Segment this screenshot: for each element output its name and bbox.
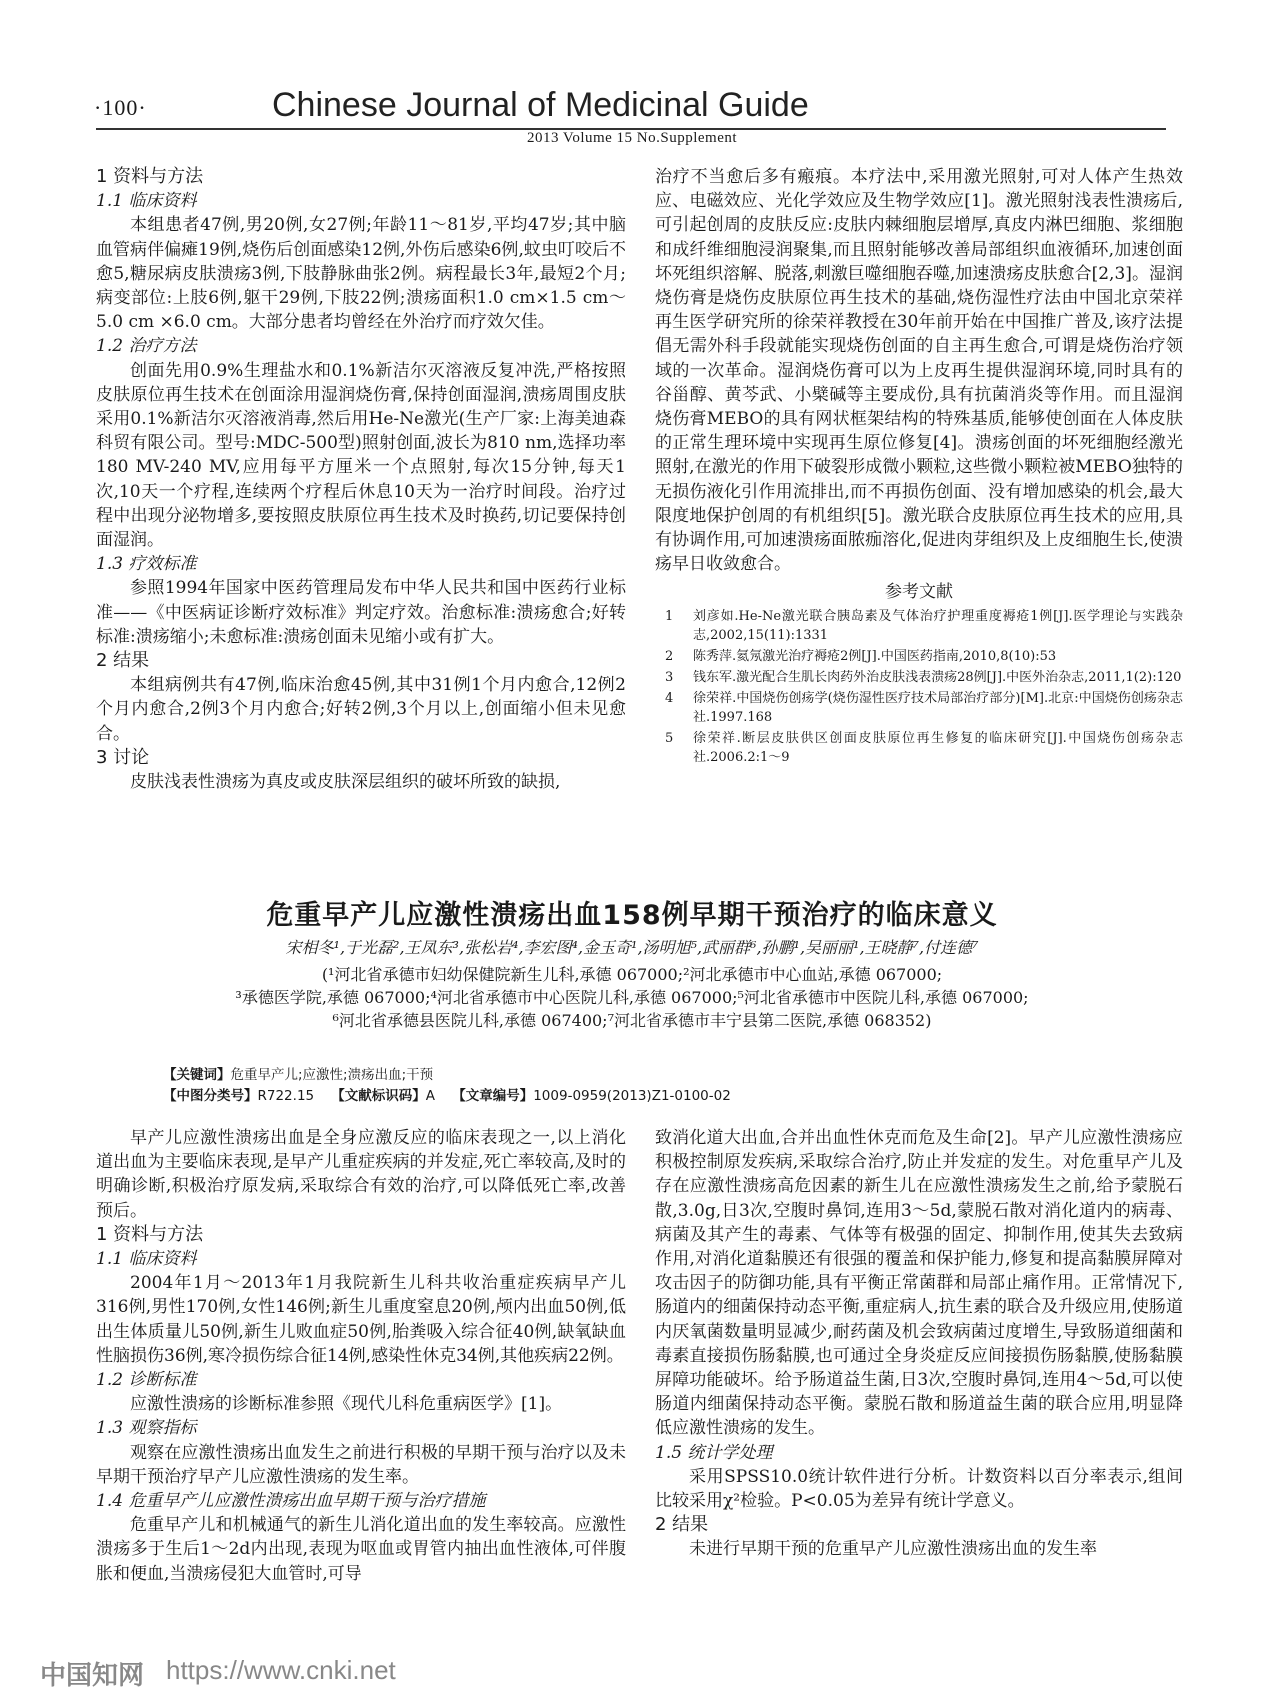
paragraph: 参照1994年国家中医药管理局发布中华人民共和国中医药行业标准——《中医病证诊断疗效标准》判定疗效。治愈标准:溃疡愈合;好转标准:溃疡缩小;未愈标准:溃疡创面未见缩小或有扩大。 xyxy=(96,578,626,647)
references-list xyxy=(655,607,1183,767)
journal-title: Chinese Journal of Medicinal Guide xyxy=(272,86,809,124)
section-heading: 1.5 统计学处理 xyxy=(655,1442,773,1463)
reference-text: 徐荣祥.断层皮肤供区创面皮肤原位再生修复的临床研究[J].中国烧伤创疡杂志社.2006.2:1～9 xyxy=(693,730,1183,765)
article-title: 危重早产儿应激性溃疡出血158例早期干预治疗的临床意义 xyxy=(266,900,998,931)
section-heading: 3 讨论 xyxy=(96,746,150,768)
section-heading: 1.1 临床资料 xyxy=(96,191,197,212)
reference-text: 刘彦如.He-Ne激光联合胰岛素及气体治疗护理重度褥疮1例[J].医学理论与实践杂志,2002,15(11):1331 xyxy=(693,608,1183,643)
paragraph: 本组病例共有47例,临床治愈45例,其中31例1个月内愈合,12例2个月内愈合,2例3个月内愈合;好转2例,3个月以上,创面缩小但未见愈合。 xyxy=(96,675,626,744)
affiliation-line-1: (¹河北省承德市妇幼保健院新生儿科,承德 067000;²河北承德市中心血站,承德 067000; xyxy=(321,965,943,984)
left-column-top xyxy=(96,165,626,794)
paragraph: 皮肤浅表性溃疡为真皮或皮肤深层组织的破坏所致的缺损, xyxy=(130,772,561,793)
right-column-bottom xyxy=(655,1126,1183,1562)
reference-item xyxy=(655,689,1183,727)
page-number: ·100· xyxy=(94,95,147,120)
keywords-value: 危重早产儿;应激性;溃疡出血;干预 xyxy=(230,1067,434,1083)
references-title: 参考文献 xyxy=(885,582,953,603)
section-heading: 1.3 观察指标 xyxy=(96,1418,197,1439)
reference-number: 2 xyxy=(665,648,674,664)
reference-item xyxy=(655,607,1183,645)
article-number-value: 1009-0959(2013)Z1-0100-02 xyxy=(533,1088,731,1104)
cnki-url[interactable]: https://www.cnki.net xyxy=(166,1655,396,1685)
keywords-label: 【关键词】 xyxy=(163,1067,231,1083)
doc-code-label: 【文献标识码】 xyxy=(331,1088,426,1104)
section-heading: 2 结果 xyxy=(96,650,150,672)
reference-text: 钱东军.激光配合生肌长肉药外治皮肤浅表溃疡28例[J].中医外治杂志,2011,1(2):120 xyxy=(693,669,1182,685)
clc-label: 【中图分类号】 xyxy=(163,1088,258,1104)
paragraph: 危重早产儿和机械通气的新生儿消化道出血的发生率较高。应激性溃疡多于生后1～2d内出现,表现为呕血或胃管内抽出血性液体,可伴腹胀和便血,当溃疡侵犯大血管时,可导 xyxy=(96,1515,626,1584)
paragraph: 观察在应激性溃疡出血发生之前进行积极的早期干预与治疗以及未早期干预治疗早产儿应激性溃疡的发生率。 xyxy=(96,1442,626,1487)
right-column-top xyxy=(655,165,1183,769)
left-column-bottom xyxy=(96,1126,626,1586)
affiliation-line-3: ⁶河北省承德县医院儿科,承德 067400;⁷河北省承德市丰宁县第二医院,承德 068352) xyxy=(332,1011,932,1030)
cnki-logo: 中国知网 xyxy=(40,1661,145,1691)
discussion-paragraph: 治疗不当愈后多有瘢痕。本疗法中,采用激光照射,可对人体产生热效应、电磁效应、光化学效应及生物学效应[1]。激光照射浅表性溃疡后,可引起创周的皮肤反应:皮肤内棘细胞层增厚,真皮内淋巴细胞、浆细胞和成纤维细胞浸润聚集,而且照射能够改善局部组织血液循环,加速创面坏死组织溶解、脱落,刺激巨噬细胞吞噬,加速溃疡皮肤愈合[2,3]。湿润烧伤膏是烧伤皮肤原位再生技术的基础,烧伤湿性疗法由中国北京荣祥再生医学研究所的徐荣祥教授在30年前开始在中国推广普及,该疗法提倡无需外科手段就能实现烧伤创面的自主再生愈合,可谓是烧伤治疗领域的一次革命。湿润烧伤膏可以为上皮再生提供湿润环境,同时具有的谷甾醇、黄芩武、小檗碱等主要成份,具有抗菌消炎等作用。而且湿润烧伤膏MEBO的具有网状框架结构的特殊基质,能够使创面在人体皮肤的正常生理环境中实现再生原位修复[4]。溃疡创面的坏死细胞经激光照射,在激光的作用下破裂形成微小颗粒,这些微小颗粒被MEBO独特的无损伤液化引作用流排出,而不再损伤创面、没有增加感染的机会,最大限度地保护创周的有机组织[5]。激光联合皮肤原位再生技术的应用,具有协调作用,可加速溃疡面脓痂溶化,促进肉芽组织及上皮细胞生长,使溃疡早日收敛愈合。 xyxy=(655,167,1183,575)
reference-number: 1 xyxy=(665,608,674,624)
clc-value: R722.15 xyxy=(257,1088,315,1104)
reference-number: 3 xyxy=(665,669,674,685)
section-heading: 1.1 临床资料 xyxy=(96,1249,197,1270)
reference-number: 4 xyxy=(665,690,674,706)
reference-text: 陈秀萍.氦氖激光治疗褥疮2例[J].中国医药指南,2010,8(10):53 xyxy=(693,648,1057,664)
reference-text: 徐荣祥.中国烧伤创疡学(烧伤湿性医疗技术局部治疗部分)[M].北京:中国烧伤创疡杂志社.1997.168 xyxy=(693,690,1183,725)
reference-item xyxy=(655,729,1183,767)
paragraph: 2004年1月～2013年1月我院新生儿科共收治重症疾病早产儿316例,男性170例,女性146例;新生儿重度窒息20例,颅内出血50例,低出生体质量儿50例,新生儿败血症50例,胎粪吸入综合征40例,缺氧缺血性脑损伤36例,寒冷损伤综合征14例,感染性休克34例,其他疾病22例。 xyxy=(96,1273,626,1366)
section-heading: 1.3 疗效标准 xyxy=(96,554,197,575)
paragraph: 早产儿应激性溃疡出血是全身应激反应的临床表现之一,以上消化道出血为主要临床表现,是早产儿重症疾病的并发症,死亡率较高,及时的明确诊断,积极治疗原发病,采取综合有效的治疗,可以降低死亡率,改善预后。 xyxy=(96,1128,626,1221)
paragraph: 创面先用0.9%生理盐水和0.1%新洁尔灭溶液反复冲洗,严格按照皮肤原位再生技术在创面涂用湿润烧伤膏,保持创面湿润,溃疡周围皮肤采用0.1%新洁尔灭溶液消毒,然后用He-Ne激光(生产厂家:上海美迪森科贸有限公司。型号:MDC-500型)照射创面,波长为810 nm,选择功率180 MV-240 MV,应用每平方厘米一个点照射,每次15分钟,每天1次,10天一个疗程,连续两个疗程后休息10天为一治疗时间段。治疗过程中出现分泌物增多,要按照皮肤原位再生技术及时换药,切记要保持创面湿润。 xyxy=(96,360,626,551)
keywords-line xyxy=(163,1063,433,1083)
paragraph: 采用SPSS10.0统计软件进行分析。计数资料以百分率表示,组间比较采用χ²检验。P<0.05为差异有统计学意义。 xyxy=(655,1466,1183,1512)
article-number-label: 【文章编号】 xyxy=(452,1088,534,1104)
doc-code-value: A xyxy=(425,1088,436,1104)
reference-item xyxy=(655,668,1183,687)
reference-item xyxy=(655,647,1183,666)
paragraph: 应激性溃疡的诊断标准参照《现代儿科危重病医学》[1]。 xyxy=(130,1394,563,1415)
classification-line xyxy=(163,1084,731,1104)
affiliation-line-2: ³承德医学院,承德 067000;⁴河北省承德市中心医院儿科,承德 067000;⁵河北省承德市中医院儿科,承德 067000; xyxy=(235,988,1029,1007)
section-heading: 1 资料与方法 xyxy=(96,1223,204,1245)
article-authors: 宋相冬¹,于光磊²,王凤东³,张松岩⁴,李宏图⁴,金玉奇¹,汤明旭⁵,武丽群⁶,孙鹏¹,吴丽丽¹,王晓静⁷,付连德⁷ xyxy=(285,938,979,957)
paragraph: 本组患者47例,男20例,女27例;年龄11～81岁,平均47岁;其中脑血管病伴偏瘫19例,烧伤后创面感染12例,外伤后感染6例,蚊虫叮咬后不愈5,糖尿病皮肤溃疡3例,下肢静脉曲张2例。病程最长3年,最短2个月;病变部位:上肢6例,躯干29例,下肢22例;溃疡面积1.0 cm×1.5 cm～5.0 cm ×6.0 cm。大部分患者均曾经在外治疗而疗效欠佳。 xyxy=(96,215,626,333)
paragraph: 未进行早期干预的危重早产儿应激性溃疡出血的发生率 xyxy=(689,1539,1097,1560)
reference-number: 5 xyxy=(665,730,674,746)
paragraph: 致消化道大出血,合并出血性休克而危及生命[2]。早产儿应激性溃疡应积极控制原发疾病,采取综合治疗,防止并发症的发生。对危重早产儿及存在应激性溃疡高危因素的新生儿在应激性溃疡发生之前,给予蒙脱石散,3.0g,日3次,空腹时鼻饲,连用3～5d,蒙脱石散对消化道内的病毒、病菌及其产生的毒素、气体等有极强的固定、抑制作用,使其失去致病作用,对消化道黏膜还有很强的覆盖和保护能力,修复和提高黏膜屏障对攻击因子的防御功能,具有平衡正常菌群和局部止痛作用。正常情况下,肠道内的细菌保持动态平衡,重症病人,抗生素的联合及升级应用,使肠道内厌氧菌数量明显减少,耐药菌及机会致病菌过度增生,导致肠道细菌和毒素直接损伤肠黏膜,也可通过全身炎症反应间接损伤肠黏膜,使肠黏膜屏障功能破坏。给予肠道益生菌,日3次,空腹时鼻饲,连用4～5d,可以使肠道内细菌保持动态平衡。蒙脱石散和肠道益生菌的联合应用,明显降低应激性溃疡的发生。 xyxy=(655,1128,1183,1439)
section-heading: 1.4 危重早产儿应激性溃疡出血早期干预与治疗措施 xyxy=(96,1491,486,1512)
section-heading: 2 结果 xyxy=(655,1514,709,1536)
section-heading: 1.2 治疗方法 xyxy=(96,336,197,357)
section-heading: 1.2 诊断标准 xyxy=(96,1370,197,1391)
journal-issue: 2013 Volume 15 No.Supplement xyxy=(526,130,738,146)
section-heading: 1 资料与方法 xyxy=(96,166,204,187)
